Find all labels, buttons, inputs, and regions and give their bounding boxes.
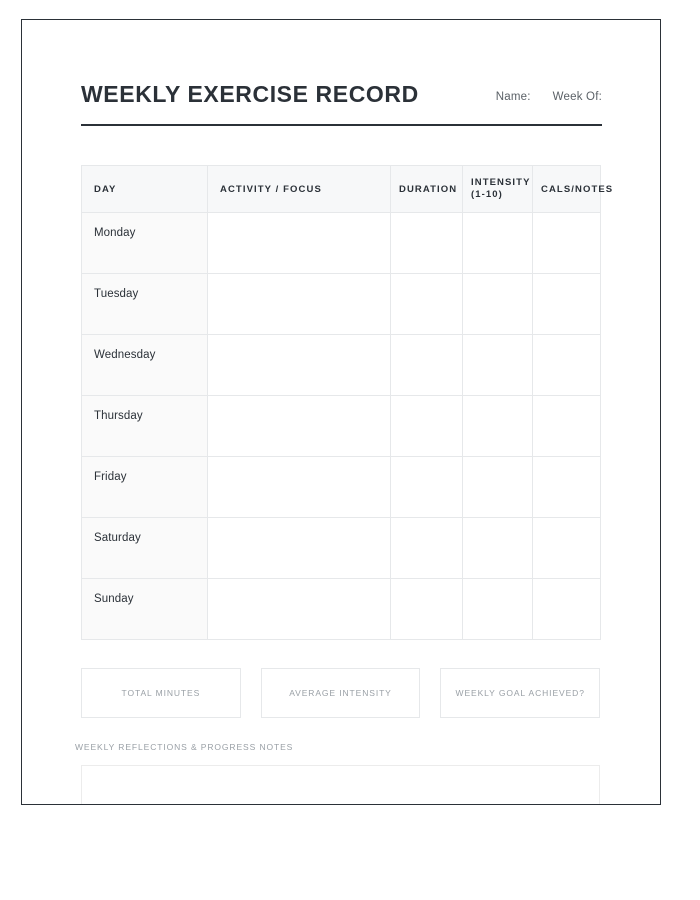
page-title: WEEKLY EXERCISE RECORD bbox=[81, 81, 419, 107]
day-cell-thursday bbox=[82, 396, 208, 457]
duration-cell-friday[interactable] bbox=[391, 457, 463, 518]
table-header-row bbox=[82, 166, 601, 213]
day-cell-friday bbox=[82, 457, 208, 518]
cals-notes-cell-sunday[interactable] bbox=[533, 579, 601, 640]
table-header bbox=[82, 166, 614, 213]
intensity-cell-tuesday[interactable] bbox=[463, 274, 533, 335]
day-label: Thursday bbox=[94, 410, 143, 422]
cals-notes-cell-saturday[interactable] bbox=[533, 518, 601, 579]
activity-cell-sunday[interactable] bbox=[208, 579, 391, 640]
table-row bbox=[82, 396, 601, 457]
day-label: Tuesday bbox=[94, 288, 139, 300]
page-content bbox=[22, 20, 660, 805]
activity-cell-tuesday[interactable] bbox=[208, 274, 391, 335]
activity-cell-saturday[interactable] bbox=[208, 518, 391, 579]
meta-fields bbox=[496, 91, 602, 107]
day-cell-monday bbox=[82, 213, 208, 274]
cals-notes-cell-tuesday[interactable] bbox=[533, 274, 601, 335]
activity-cell-wednesday[interactable] bbox=[208, 335, 391, 396]
activity-cell-monday[interactable] bbox=[208, 213, 391, 274]
duration-cell-tuesday[interactable] bbox=[391, 274, 463, 335]
week-of-field-label[interactable]: Week Of: bbox=[552, 91, 602, 104]
title-divider bbox=[81, 124, 602, 126]
cals-notes-cell-wednesday[interactable] bbox=[533, 335, 601, 396]
name-field-label[interactable]: Name: bbox=[495, 91, 531, 104]
duration-cell-wednesday[interactable] bbox=[391, 335, 463, 396]
cals-notes-cell-thursday[interactable] bbox=[533, 396, 601, 457]
column-header-activity bbox=[208, 166, 391, 213]
table-row bbox=[82, 457, 601, 518]
duration-cell-saturday[interactable] bbox=[391, 518, 463, 579]
activity-cell-thursday[interactable] bbox=[208, 396, 391, 457]
summary-boxes bbox=[81, 668, 600, 718]
summary-box-total-minutes[interactable] bbox=[81, 668, 241, 718]
column-header-cals-notes bbox=[533, 166, 614, 213]
column-header-intensity bbox=[463, 166, 533, 213]
summary-label-weekly-goal-achieved: WEEKLY GOAL ACHIEVED? bbox=[455, 688, 585, 698]
day-cell-tuesday bbox=[82, 274, 208, 335]
column-header-intensity-label: INTENSITY bbox=[471, 177, 531, 189]
day-cell-wednesday bbox=[82, 335, 208, 396]
day-label: Monday bbox=[94, 227, 136, 239]
column-header-duration bbox=[391, 166, 463, 213]
summary-label-total-minutes: TOTAL MINUTES bbox=[121, 688, 201, 698]
column-header-activity-label: ACTIVITY / FOCUS bbox=[220, 183, 322, 195]
day-label: Sunday bbox=[94, 593, 134, 605]
day-label: Wednesday bbox=[94, 349, 156, 361]
intensity-cell-monday[interactable] bbox=[463, 213, 533, 274]
table-row bbox=[82, 335, 601, 396]
table-row bbox=[82, 213, 601, 274]
day-cell-sunday bbox=[82, 579, 208, 640]
table-body bbox=[82, 213, 601, 640]
summary-box-average-intensity[interactable] bbox=[261, 668, 421, 718]
column-header-intensity-range: (1-10) bbox=[471, 189, 503, 200]
column-header-day bbox=[82, 166, 208, 213]
duration-cell-monday[interactable] bbox=[391, 213, 463, 274]
notes-input-area[interactable] bbox=[81, 765, 600, 805]
column-header-cals-notes-label: CALS/NOTES bbox=[541, 183, 614, 195]
table-row bbox=[82, 274, 601, 335]
summary-box-weekly-goal-achieved[interactable] bbox=[440, 668, 600, 718]
day-label: Saturday bbox=[94, 532, 141, 544]
duration-cell-sunday[interactable] bbox=[391, 579, 463, 640]
document-page bbox=[21, 19, 661, 805]
day-cell-saturday bbox=[82, 518, 208, 579]
cals-notes-cell-monday[interactable] bbox=[533, 213, 601, 274]
activity-cell-friday[interactable] bbox=[208, 457, 391, 518]
intensity-cell-sunday[interactable] bbox=[463, 579, 533, 640]
intensity-cell-saturday[interactable] bbox=[463, 518, 533, 579]
duration-cell-thursday[interactable] bbox=[391, 396, 463, 457]
intensity-cell-thursday[interactable] bbox=[463, 396, 533, 457]
header-row bbox=[81, 82, 602, 107]
column-header-day-label: DAY bbox=[94, 183, 117, 195]
day-label: Friday bbox=[94, 471, 127, 483]
intensity-cell-wednesday[interactable] bbox=[463, 335, 533, 396]
table-row bbox=[82, 518, 601, 579]
table-row bbox=[82, 579, 601, 640]
summary-label-average-intensity: AVERAGE INTENSITY bbox=[289, 688, 392, 698]
notes-section-label: WEEKLY REFLECTIONS & PROGRESS NOTES bbox=[75, 742, 294, 752]
exercise-record-table bbox=[81, 165, 614, 640]
cals-notes-cell-friday[interactable] bbox=[533, 457, 601, 518]
intensity-cell-friday[interactable] bbox=[463, 457, 533, 518]
column-header-duration-label: DURATION bbox=[399, 183, 458, 195]
document-header bbox=[81, 82, 602, 126]
column-header-intensity-label-group bbox=[463, 177, 532, 201]
